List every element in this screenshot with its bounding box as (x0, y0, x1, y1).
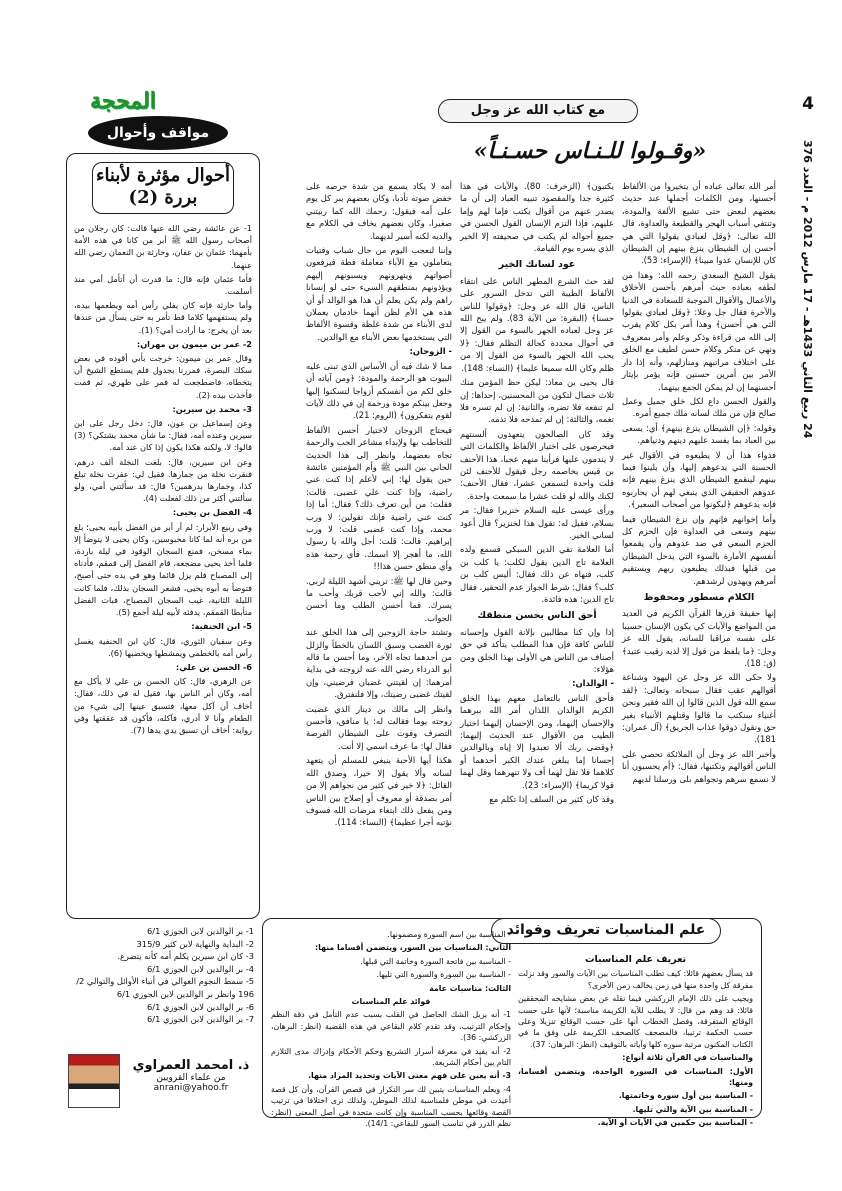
col2-paragraph: - الوالدان: (572, 678, 614, 689)
col2-paragraph: إذا وإن كنا مطالبين بإلانة القول وإحسانه للناس كافة فإن هذا المطلب يتأكد في حق أصناف من الناس هي الأولى بهذا الخلق ومن هؤلاء: (460, 626, 614, 675)
col2-paragraph: أما العلامة تقي الدين السبكي فسمع ولده العلامة تاج الدين يقول لكلب: يا كلب بن كلب، فنهاه عن ذلك فقال: أليس كلب بن كلب؟ فقال: شرط الجواز عدم التحقير. فقال تاج الدين: هذه فائدة. (460, 544, 614, 604)
col2-paragraph: ورأى عيسى عليه السلام خنزيرا فقال: مر بسلام، فقيل له: تقول هذا لخنزير؟ قال أعود لساني الخير. (460, 505, 614, 540)
box-paragraph: 1- عن عائشة رضي الله عنها قالت: كان رجلان من أصحاب رسول الله ﷺ أبر من كانا في هذه الأمة بأمهما: عثمان بن عفان، وحارثة بن النعمان رضي الله عنهما. (74, 223, 252, 270)
reference-item: 6- بر الوالدين لابن الجوزي 6/1 (147, 1001, 254, 1012)
notes-paragraph: قد يسأل بعضهم قائلا: كيف تطلب المناسبات بين الآيات والسور وقد نزلت مفرقة كل واحدة منها في زمن يخالف زمن الأخرى؟ (518, 969, 753, 990)
box-paragraph: وفي ربيع الأبرار: لم أر أبر من الفضل بأبيه يحيى؛ بلغ من بره أنه لما كانا محبوسين، وكان يحيى لا يتوضأ إلا بماء مسخن، فمنع السجان الوقود في ليلة باردة، فلما أخذ يحيى مضجعه، قام الفضل إلى قمقم، فأدناه إلى المصباح فلم يزل قائما وهو في يده حتى أصبح، فتوضأ به أبوه يحيى، فشعر السجان بذلك، فلما كانت الليلة الثانية، غيب السجان المصباح، فبات الفضل متأبطا القمقم، يدفئه لأبيه ليلة أجمع (5). (74, 521, 252, 618)
notes-left-column (271, 929, 511, 1129)
notes-paragraph: فوائد علم المناسبات (351, 997, 431, 1007)
magazine-logo: المحجة (90, 88, 156, 114)
author-photo (68, 1054, 120, 1108)
references-list (64, 925, 254, 1026)
col3-paragraph: فيحتاج الزوجان لاختيار أحسن الألفاظ للتخاطب بها ولإبداء مشاعر الحب والرحمة تجاه بعضهما، وانظر إلى هذا الحديث الحاني بين النبي ﷺ وأم المؤمنين عائشة حين يقول لها: إني لأعلم إذا كنت عني راضية، وإذا كنت علي غضبى. قالت: فقلت: من أين تعرف ذلك؟ فقال: أما إذا كنت عني راضية فإنك تقولين: لا ورب محمد، وإذا كنت غضبى قلت: لا ورب إبراهيم. قالت: قلت: أجل والله يا رسول الله، ما أهجر إلا اسمك. فأي رحمة هذه وأي منطق حسن هذا!! (306, 424, 452, 572)
col3-paragraph: وحين قال لها ﷺ: تريني أشهد الليلة لربي. قالت: والله إني لأحب قربك وأحب ما يسرك. فما أحسن الطلب وما أحسن الجواب. (306, 575, 452, 623)
col3-paragraph: وتشتد حاجة الزوجين إلى هذا الخلق عند ثورة الغضب وسبق اللسان بالخطأ والزلل من أحدهما تجاه الآخر، وما أحسن ما قاله أبو الدرداء رضي الله عنه لزوجته في بداية أمرهما: إن لقيتني غضبان فرضيني، وإن لقيتك غضبى رضيتك، وإلا فلنفترق. (306, 627, 452, 700)
col1-paragraph: يقول الشيخ السعدي رحمه الله: وهذا من لطفه بعباده حيث أمرهم بأحسن الأخلاق والأعمال والأقوال الموجبة للسعادة في الدنيا والآخرة فقال جل وعلا: ﴿وقل لعبادي يقولوا التي هي أحسن﴾ وهذا أمر بكل كلام يقرب إلى الله من قراءة وذكر وعلم وأمر بمعروف ونهي عن منكر وكلام حسن لطيف مع الخلق على اختلاف مراتبهم ومنازلهم، وأنه إذا دار الأمر بين أمرين حسنين فإنه يؤمر بإيثار أحسنهما إن لم يمكن الجمع بينهما. (622, 269, 776, 392)
col2-paragraph: وقد كان الصالحون يتعهدون ألسنتهم فيحرصون على اختيار الألفاظ والكلمات التي لا يندمون عليها فرأينا منهم عجبا، هذا الأحنف بن قيس بخاصمه رجل فيقول للأحنف لئن قلت واحدة لتسمعن عشرا، فقال الأحنف: لكنك والله لو قلت عشرا ما سمعت واحدة. (460, 428, 614, 501)
notes-paragraph: - المناسبة بين فاتحة السورة وخاتمة التي قبلها. (360, 956, 511, 966)
col1-paragraph: فدواء هذا أن لا يطيعوه في الأقوال غير الحسنة التي يدعوهم إليها، وأن يلينوا فيما بينهم لينقمع الشيطان الذي ينزغ بينهم فإنه عدوهم الحقيقي الذي ينبغي لهم أن يحاربوه فإنه يدعوهم ﴿ليكونوا من أصحاب السعير﴾. (622, 449, 776, 510)
col1-paragraph: إنها حقيقة قررها القرآن الكريم في العديد من المواضع والآيات كي يكون الإنسان حسيبا على نفسه مراقبا للسانه، يقول الله عز وجل: ﴿ما يلفظ من قول إلا لديه رقيب عتيد﴾ (ق: 18). (622, 608, 776, 669)
box-paragraph: وعن سفيان الثوري، قال: كان ابن الحنفية يغسل رأس أمه بالخطمي ويمشطها ويخضبها (6). (74, 635, 252, 658)
author-email[interactable]: anrani@yahoo.fr (153, 1083, 229, 1093)
box-paragraph: فأما عثمان فإنه قال: ما قدرت أن أتأمل أمي منذ أسلمت. (74, 273, 252, 297)
article-column-3 (306, 180, 452, 910)
notes-paragraph: 3- أنه يعين على فهم معنى الآيات وتحديد المراد منها. (308, 1071, 511, 1081)
notes-right-column (518, 949, 753, 1128)
notes-paragraph: الثاني: المناسبات بين السور، ويتضمن أقساما منها: (315, 943, 511, 953)
col1-paragraph: والقول الحسن داع لكل خلق جميل وعمل صالح فإن من ملك لسانه ملك جميع أمره. (622, 395, 776, 419)
col1-paragraph: وأخبر الله عز وجل أن الملائكة تحصي على الناس أقوالهم وتكتبها، فقال: ﴿أم يحسبون أنا لا نسمع سرهم ونجواهم بلى ورسلنا لديهم (622, 748, 776, 784)
col3-paragraph: أمه لا يكاد يسمع من شدة حرصه على خفض صوته تأدبا، وكان بعضهم يبر كل يوم على أمه فيقول: رحمك الله كما ربيتني صغيرا، وكان بعضهم يخاف في الكلام مع والديه لكنه أسير لديهما. (306, 181, 452, 241)
author-name: ذ. امحمد العمراوي (132, 1058, 250, 1073)
col1-paragraph: ولا حكى الله عز وجل عن اليهود وشناعة أقوالهم عقب فقال سبحانه وتعالى: ﴿لقد سمع الله قول الذين قالوا إن الله فقير ونحن أغنياء سنكتب ما قالوا وقتلهم الأنبياء بغير حق ونقول ذوقوا عذاب الحريق﴾ (آل عمران: 181). (622, 672, 776, 745)
col2-heading: أحق الناس بحسن منطقك (477, 610, 597, 622)
notes-paragraph: 4- ويعلم المناسبات يتبين لك سر التكرار في قصص القرآن، وأن كل قصة أعيدت في موطن فلمناسبة لذلك الموطن، ولذلك ترى اختلافا في ترتيب القصة وقائعها بحسب المناسبة وإن كانت متحدة في أصل المعنى (انظر: نظم الدرر في تناسب السور للبقاعي: 14/1). (271, 1084, 511, 1129)
col3-paragraph: وانظر إلى مالك بن دينار الذي غضبت زوجته يوما فقالت له: يا منافق، فأحسن التصرف وفوت على الشيطان الفرصة فقال لها: ما عرف اسمي إلا أنت. (306, 703, 452, 751)
box-paragraph: عن الزهري، قال: كان الحسن بن علي لا يأكل مع أمه، وكان أبر الناس بها، فقيل له في ذلك، فقال: أخاف أن آكل معها، فتسبق عينها إلى شيء من الطعام وأنا لا أدري، فآكله، فأكون قد عققتها وفي رواية: أخاف أن تسبق يدي يدها (7). (74, 676, 252, 735)
col3-paragraph: وإننا لنعجب اليوم من حال شباب وفتيات يتعاملون مع الآباء معاملة فظة فيرفعون أصواتهم وينهرونهم ويسبونهم إليهم ويؤذونهم بمنطقهم السيء حتى لو إنسانا راهم ولم يكن يعلم أن هذا هو الوالد أو أن هذه هي الأم لظن أنهما خادمان يعملان لدى الأبناء من شدة غلظة وقسوة الألفاظ التي يستخدمها بعض الأبناء مع الوالدين. (306, 245, 452, 342)
article-column-2 (460, 180, 614, 910)
col2-heading: عود لسانك الخير (498, 259, 576, 271)
sidebar-box (66, 153, 260, 919)
notes-paragraph: - المناسبة بين اسم السورة ومضمونها. (387, 930, 511, 939)
reference-item: 7- بر الوالدين لابن الجوزي 6/1 (147, 1014, 254, 1025)
col3-paragraph: هكذا أيها الأحبة ينبغي للمسلم أن يتعهد لسانه وألا يقول إلا خيرا، وصدق الله القائل: ﴿لا خير في كثير من نجواهم إلا من أمر بصدقة أو معروف أو إصلاح بين الناس ومن يفعل ذلك ابتغاء مرضات الله فسوف نؤتيه أجرا عظيما﴾ (النساء: 114). (306, 755, 452, 828)
box-paragraph: 4- الفضل بن يحيى: (172, 507, 252, 518)
reference-item: 4- بر الوالدين لابن الجوزي 6/1 (147, 963, 254, 974)
notes-paragraph: الثالث: مناسبات عامة (429, 983, 511, 993)
col2-paragraph: يكتبون﴾ (الزخرف: 80). والآيات في هذا كثيرة جدا والمقصود تنبيه العباد إلى أن ما يصدر عنهم من أقوال يكتب فإما لهم وإما عليهم، فإذا التزم الإنسان القول الحسن في جميع أحواله لم يكتب في صحيفته إلا الخير الذي يسره يوم القيامة. (460, 181, 614, 254)
notes-box (262, 918, 762, 1129)
notes-paragraph: الأول: المناسبات في السورة الواحدة، ويتضمن أقساما، ومنها: (518, 1066, 753, 1088)
notes-paragraph: 1- أنه يزيل الشك الحاصل في القلب بسبب عدم التأمل في دقة النظم وإحكام الترتيب، وقد تقدم كلام البقاعي في هذه القضية (انظر: البرهان، الزركشي: 36). (271, 1010, 511, 1043)
col1-heading: الكلام مسطور ومحفوظ (643, 592, 755, 603)
notes-paragraph: - المناسبة بين السورة والسورة التي تليها. (376, 970, 511, 980)
issue-date-text: 24 ربيع الثاني 1433هـ - 17 مارس 2012 م - العدد 376 (801, 140, 814, 439)
col1-paragraph: أمر الله تعالى عباده أن يتخيروا من الألفاظ أحسنها، ومن الكلمات أجملها عند حديث بعضهم لبعض حتى تشيع الألفة والمودة، وتنتفي أسباب الهجر والقطيعة والعداوة، قال الله تعالى: ﴿وقل لعبادي يقولوا التي هي أحسن إن الشيطان ينزغ بينهم إن الشيطان كان للإنسان عدوا مبينا﴾ (الإسراء: 53). (622, 181, 776, 266)
col1-paragraph: وأما إخوانهم فإنهم وإن نزغ الشيطان فيما بينهم وسعى في العداوة فإن الحزم كل الحزم السعي في ضد عدوهم وأن يقمعوا أنفسهم الأمارة بالسوء التي يدخل الشيطان من قبلها فبذلك يطيعون ربهم ويستقيم أمرهم ويهدون لرشدهم. (622, 513, 776, 586)
box-paragraph: 2- عمر بن ميمون بن مهران: (136, 338, 252, 349)
box-paragraph: وعن ابن سيرين، قال: بلغت النخلة ألف درهم، فنقرت نخلة من جمارها. فقيل لي: عقرت نخلة تبلغ كذا، وجمارها بدرهمين؟ قال: قد سألتني أمي، ولو سألتني أكثر من ذلك لفعلت (4). (74, 456, 252, 504)
issue-date-strip (798, 140, 818, 800)
col2-paragraph: لقد حث الشرع المطهر الناس على انتقاء الألفاظ الطيبة التي تدخل السرور على الناس، قال الله عز وجل: ﴿وقولوا للناس حسنا﴾ (البقرة: من الآية 83). ولم يبح الله عز وجل لعباده الجهر بالسوء من القول إلا في أحوال محددة كحالة التظلم فقال: ﴿لا يحب الله الجهر بالسوء من القول إلا من ظلم وكان الله سميعا عليما﴾ (النساء: 148). (460, 275, 615, 373)
notes-subtitle: تعريف علم المناسبات (584, 954, 687, 965)
notes-paragraph: ويجيب على ذلك الإمام الزركشي فيما نقله عن بعض مشايخه المحققين قائلا: قد وهم من قال: لا يطلب للآية الكريمة مناسبة؛ لأنها على حسب الوقائع المتفرقة، وفصل الخطاب أنها على حسب الوقائع تنزيلا وعلى حسب الحكمة ترتيبا، فالمصحف كالصحف الكريمة على وفق ما في الكتاب المكنون مرتبة سوره كلها وآياته بالتوقيف (انظر: البرهان: 37). (518, 994, 753, 1049)
box-paragraph: وقال عمر بن ميمون: خرجت بأبي أقوده في بعض سكك البصرة، فمررنا بجدول فلم يستطع الشيخ أن يتخطاه، فاضطجعت له فمر على ظهري، ثم قمت فأخذت بيده (2). (74, 353, 252, 400)
notes-paragraph: 2- أنه يفيد في معرفة أسرار التشريع وحكم الأحكام وإدراك مدى التلازم التام بين أحكام الشريعة. (271, 1046, 511, 1068)
reference-item: 2- البداية والنهاية لابن كثير 315/9 (136, 938, 254, 949)
notes-paragraph: - المناسبة بين أول سورة وخاتمتها. (618, 1091, 753, 1101)
box-paragraph: وعن إسماعيل بن عون، قال: دخل رجل على ابن سيرين وعنده أمه، فقال: ما شأن محمد يشتكي؟ (3) قالوا: لا، ولكنه هكذا يكون إذا كان عند أمه. (74, 418, 252, 453)
sidebar-box-body (74, 222, 252, 932)
article-title: «وقـولوا للـنـاس حسـنـاً» (473, 138, 707, 164)
sidebar-box-title: أحوال مؤثرة لأبناء بررة (2) (92, 162, 234, 214)
col2-paragraph: وقد كان كثير من السلف إذا تكلم مع (489, 794, 614, 805)
article-column-1 (622, 180, 776, 910)
notes-paragraph: - المناسبة بين الآية والتي تليها. (632, 1104, 753, 1114)
reference-item: 1- بر الوالدين لابن الجوزي 6/1 (147, 926, 254, 936)
col3-paragraph: - الزوجان: (409, 346, 452, 357)
box-paragraph: 6- الحسن بن علي: (175, 661, 252, 672)
page-number: 4 (802, 94, 814, 114)
col3-paragraph: مما لا شك فيه أن الأساس الذي تبنى عليه البيوت هو الرحمة والمودة: ﴿ومن آياته أن خلق لكم من أنفسكم أزواجا لتسكنوا إليها وجعل بينكم مودة ورحمة إن في ذلك لآيات لقوم يتفكرون﴾ (الروم: 21). (306, 360, 452, 421)
notes-title: علم المناسبات تعريف وفوائد (491, 918, 721, 944)
top-banner: مع كتاب الله عز وجل (438, 99, 638, 123)
box-paragraph: 3- محمد بن سيرين: (172, 403, 252, 414)
notes-paragraph: والمناسبات في القرآن ثلاثة أنواع: (622, 1053, 753, 1063)
reference-item: 3- كان ابن سيرين يكلم أمه كأنه يتضرع. (117, 951, 254, 962)
reference-item: 5- سمط النجوم العوالي في أنباء الأوائل والتوالي 2/ 196 وانظر بر الوالدين لابن الجوزي 6/1 (76, 976, 254, 999)
author-affiliation: من علماء القرويين (156, 1073, 226, 1083)
box-paragraph: وأما حارثة فإنه كان يفلي رأس أمه ويطعمها بيده، ولم يستفهمها كلاما قط تأمر به حتى يسأل من عندها بعد أن يخرج: ما أرادت أمي؟ (1). (74, 300, 252, 335)
author-block (64, 1054, 260, 1108)
col2-paragraph: فأحق الناس بالتعامل معهم بهذا الخلق الكريم الوالدان اللذان أمر الله ببرهما والإحسان إليهما، ومن الإحسان إليهما اختيار الطيب من الأقوال عند الحديث إليهما: ﴿وقضى ربك ألا تعبدوا إلا إياه وبالوالدين إحسانا إما يبلغن عندك الكبر أحدهما أو كلاهما فلا تقل لهما أف ولا تنهرهما وقل لهما قولا كريما﴾ (الإسراء: 23). (460, 692, 614, 790)
notes-paragraph: - المناسبة بين حكمين في الآيات أو الآية. (597, 1118, 753, 1128)
section-label: مواقف وأحوال (88, 116, 228, 150)
col1-paragraph: وقوله: ﴿إن الشيطان ينزغ بينهم﴾ أي: يسعى بين العباد بما يفسد عليهم دينهم ودنياهم. (622, 422, 776, 446)
col2-paragraph: قال يحيى بن معاذ: ليكن حظ المؤمن منك ثلاث خصال لتكون من المحسنين، إحداها: إن لم تنفعه فلا تضره، والثانية: إن لم تسره فلا تغمه، والثالثة: إن لم تمدحه فلا تذمه. (460, 377, 614, 425)
box-paragraph: 5- ابن الحنفية: (191, 621, 252, 632)
